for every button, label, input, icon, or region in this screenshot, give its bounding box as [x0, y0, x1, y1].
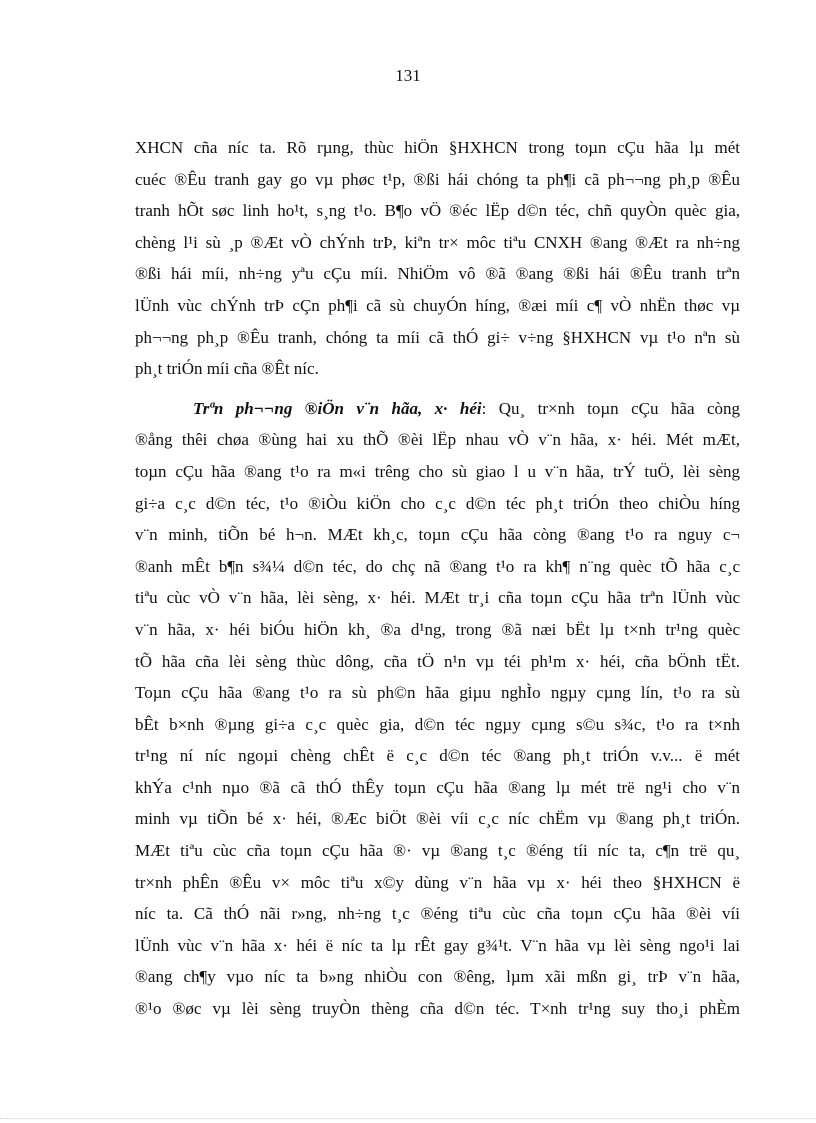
paragraph-2 [135, 393, 740, 1025]
text-line: níc ta. Cã thÓ nãi r»ng, nh÷ng t¸c ®éng tiªu cùc cña toµn cÇu hãa ®èi víi [135, 904, 740, 924]
text-line: XHCN cña níc ta. Rõ rµng, thùc hiÖn §HXHCN trong toµn cÇu hãa lµ mét [135, 138, 740, 157]
paragraph-1 [135, 132, 740, 385]
text-line: khÝa c¹nh nµo ®ã cã thÓ thÊy toµn cÇu hãa ®ang lµ mét trë ng¹i cho v¨n [135, 777, 740, 797]
text-line: ph¬¬ng ph¸p ®Êu tranh, chóng ta míi cã thÓ gi÷ v÷ng §HXHCN vµ t¹o nªn sù [135, 327, 740, 347]
section-lead: Trªn ph¬¬ng ®iÖn v¨n hãa, x· héi [193, 398, 482, 418]
text-line: tranh hÕt søc linh ho¹t, s¸ng t¹o. B¶o vÖ ®éc lËp d©n téc, chñ quyÒn quèc gia, [135, 201, 740, 221]
text-line: Toµn cÇu hãa ®ang t¹o ra sù ph©n hãa giµu nghÌo ngµy cµng lín, t¹o ra sù [135, 683, 740, 703]
text-line-rest: : Qu¸ tr×nh toµn cÇu hãa còng [481, 398, 740, 418]
text-line: v¨n minh, tiÕn bé h¬n. MÆt kh¸c, toµn cÇu hãa còng ®ang t¹o ra nguy c¬ [135, 525, 740, 545]
text-line: tÕ hãa cña lèi sèng thùc dông, cña tÖ n¹n vµ téi ph¹m x· héi, cña bÖnh tËt. [135, 651, 740, 671]
text-line: ®ßi hái míi, nh÷ng yªu cÇu míi. NhiÖm vô ®ã ®ang ®ßi hái ®Êu tranh trªn [135, 264, 740, 284]
text-line: bÊt b×nh ®µng gi÷a c¸c quèc gia, d©n téc ngµy cµng s©u s¾c, t¹o ra t×nh [135, 714, 740, 734]
text-line: chèng l¹i sù ¸p ®Æt vÒ chÝnh trÞ, kiªn tr× môc tiªu CNXH ®ang ®Æt ra nh÷ng [135, 232, 740, 252]
text-line: gi÷a c¸c d©n téc, t¹o ®iÒu kiÖn cho c¸c d©n téc ph¸t triÓn theo chiÒu híng [135, 493, 740, 513]
page-number: 131 [395, 66, 421, 85]
text-line: ®ång thêi chøa ®ùng hai xu thÕ ®èi lËp nhau vÒ v¨n hãa, x· héi. Mét mÆt, [135, 430, 740, 450]
text-line: minh vµ tiÕn bé x· héi, ®Æc biÖt ®èi víi c¸c níc chËm vµ ®ang ph¸t triÓn. [135, 809, 740, 829]
text-line: ®anh mÊt b¶n s¾¼ d©n téc, do chç nã ®ang t¹o ra kh¶ n¨ng quèc tÕ hãa c¸c [135, 556, 740, 576]
text-line: cuéc ®Êu tranh gay go vµ phøc t¹p, ®ßi hái chóng ta ph¶i cã ph¬¬ng ph¸p ®Êu [135, 169, 740, 189]
text-line: toµn cÇu hãa ®ang t¹o ra m«i trêng cho sù giao l u v¨n hãa, trÝ tuÖ, lèi sèng [135, 461, 740, 481]
text-line: lÜnh vùc v¨n hãa x· héi ë níc ta lµ rÊt gay g¾¹t. V¨n hãa vµ lèi sèng ngo¹i lai [135, 935, 740, 955]
text-line: MÆt tiªu cùc cña toµn cÇu hãa ®· vµ ®ang t¸c ®éng tíi níc ta, c¶n trë qu¸ [135, 841, 740, 861]
page-bottom-rule [0, 1118, 816, 1119]
text-line [135, 393, 740, 425]
body-text [135, 132, 740, 1025]
text-line: tr¹ng ní níc ngoµi chèng chÊt ë c¸c d©n téc ®ang ph¸t triÓn v.v... ë mét [135, 746, 740, 766]
text-line: v¨n hãa, x· héi biÓu hiÖn kh¸ ®a d¹ng, trong ®ã næi bËt lµ t×nh tr¹ng quèc [135, 619, 740, 639]
text-line: ®¹o ®øc vµ lèi sèng truyÒn thèng cña d©n téc. T×nh tr¹ng suy tho¸i phÈm [135, 999, 740, 1019]
text-line: tr×nh phÊn ®Êu v× môc tiªu x©y dùng v¨n hãa vµ x· héi theo §HXHCN ë [135, 872, 740, 892]
text-line: ph¸t triÓn míi cña ®Êt níc. [135, 359, 319, 379]
text-line: tiªu cùc vÒ v¨n hãa, lèi sèng, x· héi. MÆt tr¸i cña toµn cÇu hãa trªn lÜnh vùc [135, 588, 740, 608]
text-line: ®ang ch¶y vµo níc ta b»ng nhiÒu con ®êng, lµm xãi mßn gi¸ trÞ v¨n hãa, [135, 967, 740, 987]
text-line: lÜnh vùc chÝnh trÞ cÇn ph¶i cã sù chuyÓn híng, ®æi míi c¶ vÒ nhËn thøc vµ [135, 295, 740, 315]
